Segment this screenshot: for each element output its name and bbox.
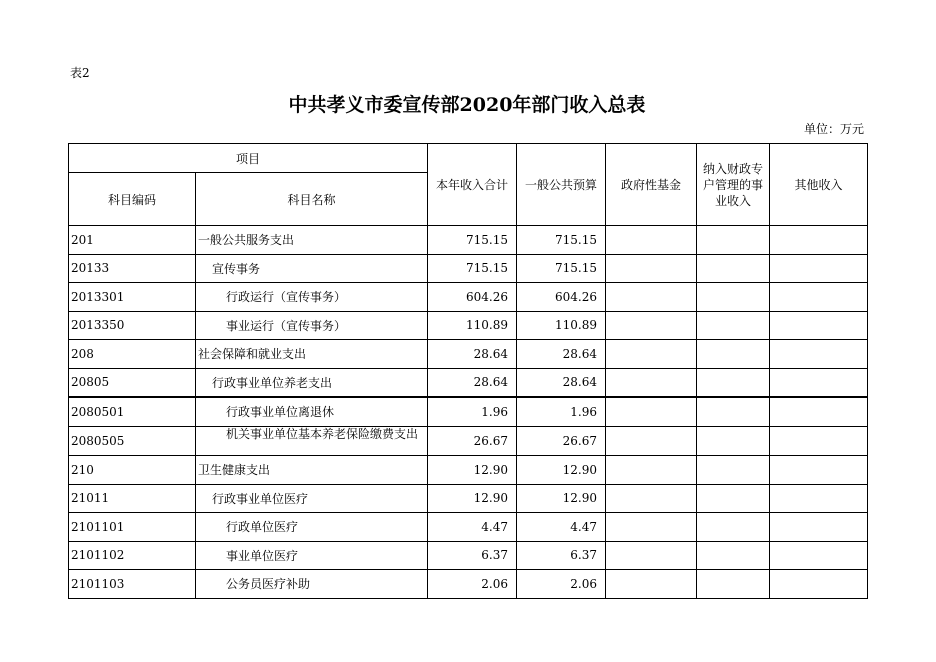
header-project: 项目 — [69, 144, 428, 173]
row-code: 2013301 — [69, 283, 196, 312]
table-row — [69, 311, 868, 340]
row-special-account — [697, 283, 770, 312]
row-gov-fund — [606, 340, 697, 369]
row-general-budget: 12.90 — [517, 456, 606, 485]
header-gov-fund: 政府性基金 — [606, 144, 697, 226]
row-name: 行政运行（宣传事务） — [196, 283, 428, 312]
row-name: 机关事业单位基本养老保险缴费支出 — [196, 426, 428, 456]
row-other-income — [770, 397, 868, 426]
row-code: 2080501 — [69, 397, 196, 426]
row-code: 20133 — [69, 254, 196, 283]
row-gov-fund — [606, 311, 697, 340]
table-row — [69, 513, 868, 542]
row-special-account — [697, 340, 770, 369]
row-special-account — [697, 570, 770, 599]
row-code: 20805 — [69, 368, 196, 397]
row-name: 卫生健康支出 — [196, 456, 428, 485]
row-gov-fund — [606, 283, 697, 312]
header-name: 科目名称 — [196, 173, 428, 226]
row-total: 604.26 — [428, 283, 517, 312]
row-other-income — [770, 484, 868, 513]
row-total: 28.64 — [428, 368, 517, 397]
row-code: 201 — [69, 226, 196, 255]
row-other-income — [770, 226, 868, 255]
table-row — [69, 397, 868, 426]
row-other-income — [770, 340, 868, 369]
document-title: 中共孝义市委宣传部2020年部门收入总表 — [288, 94, 646, 116]
header-code: 科目编码 — [69, 173, 196, 226]
row-special-account — [697, 311, 770, 340]
table-row — [69, 368, 868, 397]
row-other-income — [770, 283, 868, 312]
row-code: 2101101 — [69, 513, 196, 542]
row-other-income — [770, 368, 868, 397]
row-other-income — [770, 456, 868, 485]
table-row — [69, 283, 868, 312]
row-name: 社会保障和就业支出 — [196, 340, 428, 369]
row-general-budget: 28.64 — [517, 368, 606, 397]
row-name: 公务员医疗补助 — [196, 570, 428, 599]
row-general-budget: 715.15 — [517, 226, 606, 255]
row-gov-fund — [606, 397, 697, 426]
row-total: 715.15 — [428, 226, 517, 255]
row-code: 2013350 — [69, 311, 196, 340]
row-other-income — [770, 311, 868, 340]
table-row — [69, 541, 868, 570]
row-special-account — [697, 254, 770, 283]
row-code: 2101102 — [69, 541, 196, 570]
row-name: 行政事业单位医疗 — [196, 484, 428, 513]
row-code: 21011 — [69, 484, 196, 513]
table-number-label: 表2 — [70, 66, 90, 80]
table-row — [69, 254, 868, 283]
row-special-account — [697, 426, 770, 456]
row-general-budget: 4.47 — [517, 513, 606, 542]
header-total: 本年收入合计 — [428, 144, 517, 226]
table-row — [69, 570, 868, 599]
row-name: 行政单位医疗 — [196, 513, 428, 542]
row-code: 208 — [69, 340, 196, 369]
header-special-account: 纳入财政专户管理的事业收入 — [697, 144, 770, 226]
row-special-account — [697, 456, 770, 485]
row-special-account — [697, 368, 770, 397]
row-general-budget: 12.90 — [517, 484, 606, 513]
row-general-budget: 28.64 — [517, 340, 606, 369]
row-general-budget: 6.37 — [517, 541, 606, 570]
row-total: 4.47 — [428, 513, 517, 542]
table-row — [69, 426, 868, 456]
row-total: 12.90 — [428, 484, 517, 513]
row-total: 28.64 — [428, 340, 517, 369]
row-general-budget: 110.89 — [517, 311, 606, 340]
row-gov-fund — [606, 254, 697, 283]
row-name: 事业运行（宣传事务） — [196, 311, 428, 340]
row-gov-fund — [606, 513, 697, 542]
table-row — [69, 484, 868, 513]
row-total: 12.90 — [428, 456, 517, 485]
row-name: 行政事业单位养老支出 — [196, 368, 428, 397]
row-total: 6.37 — [428, 541, 517, 570]
table-row — [69, 226, 868, 255]
row-total: 715.15 — [428, 254, 517, 283]
row-other-income — [770, 541, 868, 570]
row-other-income — [770, 513, 868, 542]
row-special-account — [697, 541, 770, 570]
row-special-account — [697, 513, 770, 542]
income-summary-table — [68, 143, 868, 599]
row-code: 2080505 — [69, 426, 196, 456]
row-other-income — [770, 426, 868, 456]
row-gov-fund — [606, 456, 697, 485]
row-general-budget: 715.15 — [517, 254, 606, 283]
unit-label: 单位：万元 — [803, 122, 864, 136]
header-other-income: 其他收入 — [770, 144, 868, 226]
row-total: 110.89 — [428, 311, 517, 340]
row-special-account — [697, 226, 770, 255]
row-code: 210 — [69, 456, 196, 485]
row-gov-fund — [606, 368, 697, 397]
row-total: 26.67 — [428, 426, 517, 456]
row-name: 宣传事务 — [196, 254, 428, 283]
row-name: 事业单位医疗 — [196, 541, 428, 570]
row-total: 1.96 — [428, 397, 517, 426]
row-other-income — [770, 254, 868, 283]
row-gov-fund — [606, 226, 697, 255]
row-gov-fund — [606, 484, 697, 513]
row-code: 2101103 — [69, 570, 196, 599]
row-general-budget: 604.26 — [517, 283, 606, 312]
row-general-budget: 2.06 — [517, 570, 606, 599]
row-name: 一般公共服务支出 — [196, 226, 428, 255]
header-general-budget: 一般公共预算 — [517, 144, 606, 226]
row-gov-fund — [606, 426, 697, 456]
table-row — [69, 340, 868, 369]
row-special-account — [697, 397, 770, 426]
table-body — [69, 226, 868, 599]
row-general-budget: 26.67 — [517, 426, 606, 456]
row-gov-fund — [606, 541, 697, 570]
row-other-income — [770, 570, 868, 599]
table-row — [69, 456, 868, 485]
row-total: 2.06 — [428, 570, 517, 599]
row-name: 行政事业单位离退休 — [196, 397, 428, 426]
row-general-budget: 1.96 — [517, 397, 606, 426]
row-gov-fund — [606, 570, 697, 599]
row-special-account — [697, 484, 770, 513]
